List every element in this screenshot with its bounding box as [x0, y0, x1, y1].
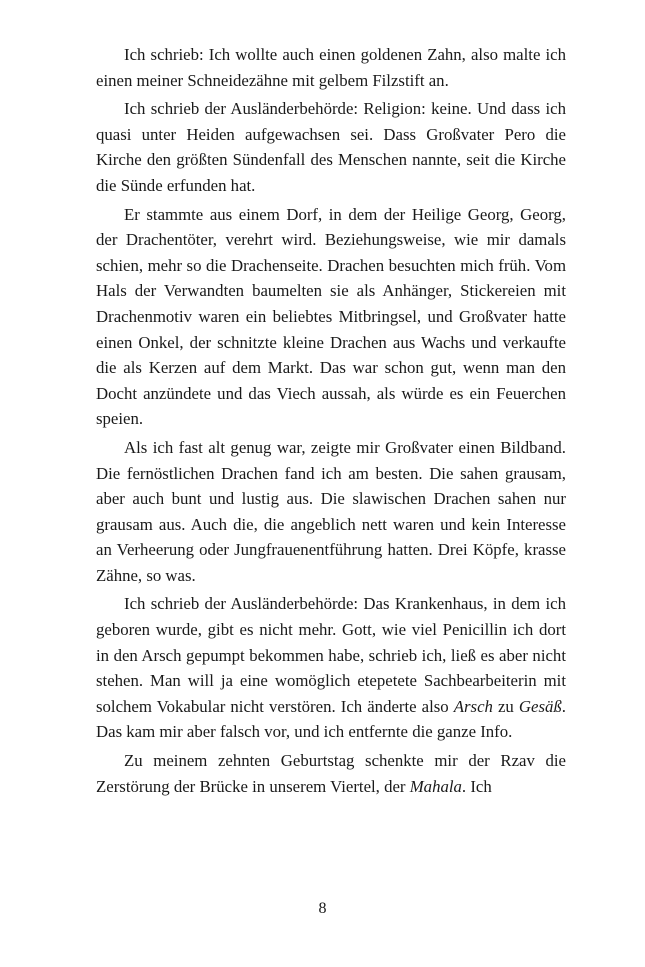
text-segment: Als ich fast alt genug war, zeigte mir Großvater einen Bildband. Die fernöstlichen Drachen fand ich am besten. Die sahen grausam, aber auch bunt und lustig aus. Die slawischen Drachen sahen nur grausam aus. Auch die, die angeblich nett waren und kein Interesse an Verheerung oder Jungfrauenentführung hatten. Drei Köpfe, krasse Zähne, so was. — [96, 437, 566, 585]
text-segment: . Ich — [461, 776, 492, 796]
paragraph — [96, 96, 566, 198]
paragraph — [96, 202, 566, 432]
text-segment: Zu meinem zehnten Geburtstag schenkte mir der Rzav die Zerstörung der Brücke in unserem Viertel, der — [96, 751, 566, 796]
paragraph — [96, 591, 566, 745]
paragraph — [96, 42, 566, 93]
text-segment: Ich schrieb der Ausländerbehörde: Religion: keine. Und dass ich quasi unter Heiden aufgewachsen sei. Dass Großvater Pero die Kirche den größten Sündenfall des Menschen nannte, seit die Kirche die Sünde erfunden hat. — [96, 99, 566, 195]
paragraph — [96, 748, 566, 799]
text-segment: Ich schrieb: Ich wollte auch einen goldenen Zahn, also malte ich einen meiner Schneidezähne mit gelbem Filzstift an. — [96, 45, 566, 90]
page-number: 8 — [318, 900, 327, 917]
text-segment: zu — [492, 696, 519, 716]
paragraph — [96, 435, 566, 589]
italic-text: Arsch — [453, 696, 493, 716]
text-segment: Ich schrieb der Ausländerbehörde: Das Krankenhaus, in dem ich geboren wurde, gibt es nicht mehr. Gott, wie viel Penicillin ich dort in den Arsch gepumpt bekommen habe, schrieb ich, ließ es aber nicht stehen. Man will ja eine womöglich etepetete Sachbearbeiterin mit solchem Vokabular nicht verstören. Ich änderte also — [96, 594, 566, 716]
body-text — [96, 42, 566, 802]
text-segment: . Das kam mir aber falsch vor, und ich entfernte die ganze Info. — [96, 696, 566, 742]
text-segment: Er stammte aus einem Dorf, in dem der Heilige Georg, Georg, der Drachentöter, verehrt wird. Beziehungsweise, wie mir damals schien, mehr so die Drachenseite. Drachen besuchten mich früh. Vom Hals der Verwandten baumelten sie als Anhänger, Stickereien mit Drachenmotiv waren ein beliebtes Mitbringsel, und Großvater hatte einen Onkel, der schnitzte kleine Drachen aus Wachs und verkaufte die als Kerzen auf dem Markt. Das war schon gut, wenn man den Docht anzündete und das Viech aussah, als würde es ein Feuerchen speien. — [96, 204, 566, 429]
italic-text: Mahala — [409, 776, 462, 796]
italic-text: Gesäß — [518, 696, 562, 716]
